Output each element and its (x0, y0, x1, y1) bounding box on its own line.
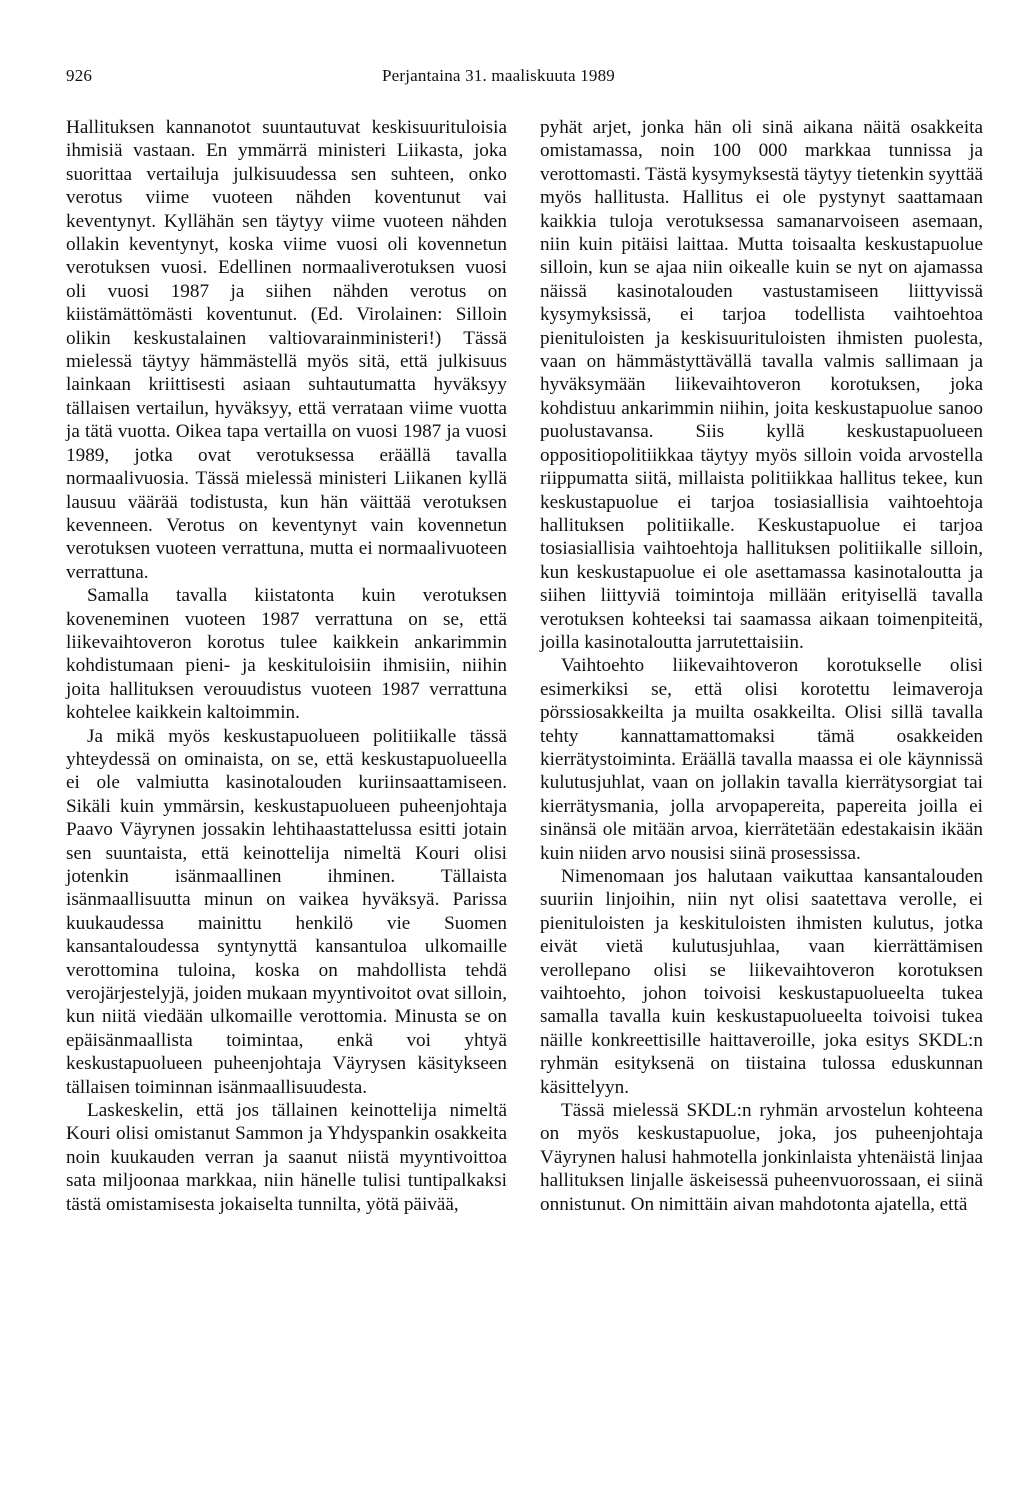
paragraph: Tässä mielessä SKDL:n ryhmän arvostelun kohteena on myös keskustapuolue, joka, jos puheenjohtaja Väyrynen halusi hahmotella jonkinlaista yhtenäistä linjaa hallituksen linjalle äskeisessä puheenvuorossaan, ei siinä onnistunut. On nimittäin aivan mahdotonta ajatella, että (540, 1100, 983, 1215)
right-column (540, 116, 983, 1216)
paragraph: pyhät arjet, jonka hän oli sinä aikana näitä osakkeita omistamassa, noin 100 000 markkaa tunnissa ja verottomasti. Tästä kysymyksestä täytyy tietenkin syyttää myös hallitusta. Hallitus ei ole pystynyt saattamaan kaikkia tuloja verotuksessa samanarvoiseen asemaan, niin kuin pitäisi laittaa. Mutta toisaalta keskustapuolue silloin, kun se ajaa niin oikealle kuin se nyt on ajamassa näissä kasinotalouden vastustamiseen liittyvissä kysymyksissä, ei tarjoa todellista vaihtoehtoa pienituloisten ja keskisuurituloisten ihmisten puolesta, vaan on hämmästyttävällä tavalla valmis sallimaan ja hyväksymään liikevaihtoveron korotuksen, joka kohdistuu ankarimmin niihin, joita keskustapuolue sanoo puolustavansa. Siis kyllä keskustapuolueen oppositiopolitiikkaa täytyy myös silloin voida arvostella riippumatta siitä, millaista politiikkaa hallitus tekee, kun keskustapuolue ei tarjoa tosiasiallisia vaihtoehtoja hallituksen politiikalle. Keskustapuolue ei tarjoa tosiasiallisia vaihtoehtoja hallituksen politiikalle silloin, kun keskustapuolue ei ole asettamassa kasinotaloutta ja siihen liittyviä toimintoja millään erityisellä tavalla verotuksen kohteeksi tai saamassa aikaan toimenpiteitä, joilla kasinotaloutta jarrutettaisiin. (540, 117, 984, 653)
paragraph: Hallituksen kannanotot suuntautuvat keskisuurituloisia ihmisiä vastaan. En ymmärrä ministeri Liikasta, joka suorittaa vertailuja julkisuudessa sen suhteen, onko verotus viime vuoteen nähden koventunut vai keventynyt. Kyllähän sen täytyy viime vuoteen nähden ollakin keventynyt, koska viime vuosi oli kovennetun verotuksen vuosi. Edellinen normaaliverotuksen vuosi oli vuosi 1987 ja siihen nähden verotus on kiistämättömästi koventunut. (Ed. Virolainen: Silloin olikin keskustalainen valtiovarainministeri!) Tässä mielessä täytyy hämmästellä myös sitä, että julkisuus lainkaan kriittisesti asiaan suhtautumatta hyväksyy tällaisen vertailun, hyväksyy, että verrataan viime vuotta ja tätä vuotta. Oikea tapa vertailla on vuosi 1987 ja vuosi 1989, jotka ovat verotuksessa eräällä tavalla normaalivuosia. Tässä mielessä ministeri Liikanen kyllä lausuu väärää todistusta, kun hän väittää verotuksen kevenneen. Verotus on keventynyt vain kovennetun verotuksen vuoteen verrattuna, mutta ei normaalivuoteen verrattuna. (66, 117, 507, 583)
paragraph: Nimenomaan jos halutaan vaikuttaa kansantalouden suuriin linjoihin, niin nyt olisi saatettava verolle, ei pienituloisten ja keskituloisten ihmisten kulutus, jotka eivät vietä kulutusjuhlaa, vaan kierrättämisen verollepano olisi se liikevaihtoveron korotuksen vaihtoehto, johon toivoisi keskustapuolueelta tukea samalla tavalla kuin keskustapuolueelta toivoisi tukea näille konkreettisille haittaveroille, joka esitys SKDL:n ryhmän esityksenä on tiistaina tulossa eduskunnan käsittelyyn. (540, 866, 983, 1098)
page-number: 926 (66, 66, 93, 85)
paragraph: Samalla tavalla kiistatonta kuin verotuksen koveneminen vuoteen 1987 verrattuna on se, että liikevaihtoveron korotus tulee kaikkein ankarimmin kohdistumaan pieni- ja keskituloisiin ihmisiin, niihin joita hallituksen verouudistus vuoteen 1987 verrattuna kohtelee kaikkein kaltoimmin. (66, 585, 507, 724)
paragraph: Ja mikä myös keskustapuolueen politiikalle tässä yhteydessä on ominaista, on se, että keskustapuolueella ei ole valmiutta kasinotalouden kuriinsaattamiseen. Sikäli kuin ymmärsin, keskustapuolueen puheenjohtaja Paavo Väyrynen jossakin lehtihaastattelussa esitti jotain sen suuntaista, että keinottelija nimeltä Kouri olisi jotenkin isänmaallinen ihminen. Tällaista isänmaallisuutta minun on vaikea hyväksyä. Parissa kuukaudessa mainittu henkilö vie Suomen kansantaloudessa syntynyttä kansantuloa ulkomaille verottomina tuloina, koska on mahdollista tehdä verojärjestelyjä, joiden mukaan myyntivoitot ovat silloin, kun niitä viedään ulkomaille verottomia. Minusta se on epäisänmaallista toimintaa, enkä voi yhtyä keskustapuolueen puheenjohtaja Väyrysen käsitykseen tällaisen toiminnan isänmaallisuudesta. (66, 725, 507, 1098)
running-head: Perjantaina 31. maaliskuuta 1989 (382, 66, 616, 85)
page-header (66, 66, 956, 88)
paragraph: Laskeskelin, että jos tällainen keinottelija nimeltä Kouri olisi omistanut Sammon ja Yhdyspankin osakkeita noin kuukauden verran ja saanut niistä myyntivoittoa sata miljoonaa markkaa, niin hänelle tulisi tuntipalkaksi tästä omistamisesta jokaiselta tunnilta, yötä päivää, (66, 1100, 507, 1215)
paragraph: Vaihtoehto liikevaihtoveron korotukselle olisi esimerkiksi se, että olisi korotettu leimaveroja pörssiosakkeilta ja muilta osakkeilta. Olisi sillä tavalla tehty kannattamattomaksi tämä osakkeiden kierrätystoiminta. Eräällä tavalla maassa ei ole käynnissä kulutusjuhlat, vaan on jollakin tavalla kierrätysorgiat tai kierrätysmania, jolla arvopapereita, papereita joilla ei sinänsä ole mitään arvoa, kierrätetään edestakaisin ikään kuin niiden arvo nousisi siinä prosessissa. (540, 655, 983, 864)
left-column (66, 116, 507, 1216)
